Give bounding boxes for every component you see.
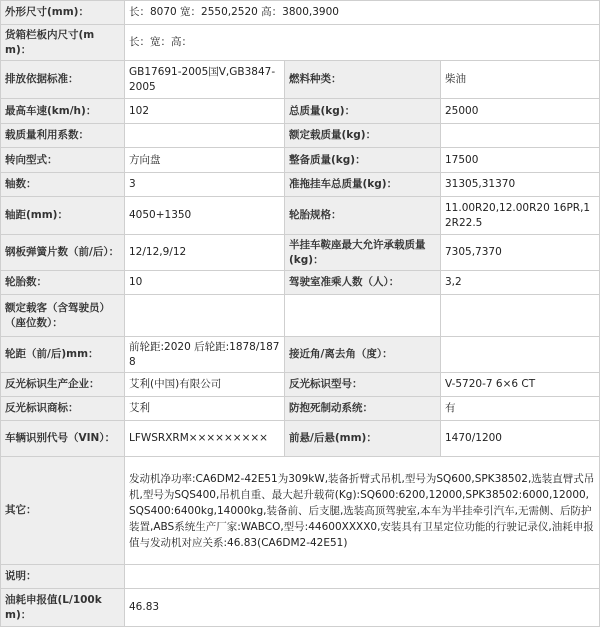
value-other: 发动机净功率:CA6DM2-42E51为309kW,装备折臂式吊机,型号为SQ600,SPK38502,选装直臂式吊机,型号为SQS400,吊机自重、最大起升载荷(Kg):SQ600:6200,12000,SPK38502:6000,12000,SQS400:6400kg,14000kg,装备前、后支腿,选装高顶驾驶室,本车为半挂牵引汽车,无需侧、后防护装置,ABS系统生产厂家:WABCO,型号:44600XXXX0,安装具有卫星定位功能的行驶记录仪,油耗申报值与发动机对应关系:46.83(CA6DM2-42E51) xyxy=(125,457,600,565)
value-vin: LFWSRXRM××××××××× xyxy=(125,421,285,457)
label-saddle-capacity: 半挂车鞍座最大允许承载质量(kg)： xyxy=(285,235,441,271)
row-track xyxy=(1,337,600,373)
label-fuel-type: 燃料种类： xyxy=(285,61,441,99)
value-wheelbase: 4050+1350 xyxy=(125,197,285,235)
label-rated-load: 额定载质量(kg)： xyxy=(285,124,441,148)
value-rated-load xyxy=(441,124,600,148)
label-leaf-springs: 钢板弹簧片数（前/后）： xyxy=(1,235,125,271)
value-overhang: 1470/1200 xyxy=(441,421,600,457)
value-dimensions: 长：8070 宽：2550,2520 高：3800,3900 xyxy=(125,1,600,25)
row-seats xyxy=(1,295,600,337)
label-cab-passengers: 驾驶室准乘人数（人）： xyxy=(285,271,441,295)
row-note xyxy=(1,565,600,589)
label-load-coefficient: 载质量利用系数： xyxy=(1,124,125,148)
label-reflector-maker: 反光标识生产企业： xyxy=(1,373,125,397)
value-total-mass: 25000 xyxy=(441,99,600,124)
value-note xyxy=(125,565,600,589)
label-total-mass: 总质量(kg)： xyxy=(285,99,441,124)
label-fuel-consumption: 油耗申报值(L/100km)： xyxy=(1,589,125,627)
label-tire-count: 轮胎数： xyxy=(1,271,125,295)
label-steering: 转向型式： xyxy=(1,148,125,173)
value-curb-mass: 17500 xyxy=(441,148,600,173)
empty-cell xyxy=(441,295,600,337)
label-approach-departure: 接近角/离去角（度）： xyxy=(285,337,441,373)
row-reflector-brand xyxy=(1,397,600,421)
value-trailer-mass: 31305,31370 xyxy=(441,173,600,197)
value-track-width: 前轮距:2020 后轮距:1878/1878 xyxy=(125,337,285,373)
value-reflector-brand: 艾利 xyxy=(125,397,285,421)
label-axle-count: 轴数： xyxy=(1,173,125,197)
value-axle-count: 3 xyxy=(125,173,285,197)
value-max-speed: 102 xyxy=(125,99,285,124)
value-cargo-box: 长：宽：高： xyxy=(125,25,600,61)
label-reflector-brand: 反光标识商标： xyxy=(1,397,125,421)
value-saddle-capacity: 7305,7370 xyxy=(441,235,600,271)
value-steering: 方向盘 xyxy=(125,148,285,173)
label-wheelbase: 轴距(mm)： xyxy=(1,197,125,235)
label-vin: 车辆识别代号（VIN）： xyxy=(1,421,125,457)
label-overhang: 前悬/后悬(mm)： xyxy=(285,421,441,457)
empty-cell xyxy=(285,295,441,337)
row-fuel-consumption xyxy=(1,589,600,627)
row-dimensions xyxy=(1,1,600,25)
label-tire-spec: 轮胎规格： xyxy=(285,197,441,235)
value-fuel-consumption: 46.83 xyxy=(125,589,600,627)
value-reflector-model: V-5720-7 6×6 CT xyxy=(441,373,600,397)
label-cargo-box: 货箱栏板内尺寸(mm)： xyxy=(1,25,125,61)
label-emission-standard: 排放依据标准： xyxy=(1,61,125,99)
value-rated-seats xyxy=(125,295,285,337)
label-other: 其它： xyxy=(1,457,125,565)
value-emission-standard: GB17691-2005国V,GB3847-2005 xyxy=(125,61,285,99)
row-steering xyxy=(1,148,600,173)
row-tires xyxy=(1,271,600,295)
label-reflector-model: 反光标识型号： xyxy=(285,373,441,397)
label-max-speed: 最高车速(km/h)： xyxy=(1,99,125,124)
label-track-width: 轮距（前/后)mm： xyxy=(1,337,125,373)
label-dimensions: 外形尺寸(mm)： xyxy=(1,1,125,25)
value-tire-spec: 11.00R20,12.00R20 16PR,12R22.5 xyxy=(441,197,600,235)
label-rated-seats: 额定载客（含驾驶员）（座位数）： xyxy=(1,295,125,337)
value-load-coefficient xyxy=(125,124,285,148)
value-approach-departure xyxy=(441,337,600,373)
value-fuel-type: 柴油 xyxy=(441,61,600,99)
row-speed xyxy=(1,99,600,124)
value-tire-count: 10 xyxy=(125,271,285,295)
label-curb-mass: 整备质量(kg)： xyxy=(285,148,441,173)
row-reflector xyxy=(1,373,600,397)
row-other xyxy=(1,457,600,565)
value-abs: 有 xyxy=(441,397,600,421)
row-load xyxy=(1,124,600,148)
row-vin xyxy=(1,421,600,457)
row-wheelbase xyxy=(1,197,600,235)
value-cab-passengers: 3,2 xyxy=(441,271,600,295)
value-reflector-maker: 艾利(中国)有限公司 xyxy=(125,373,285,397)
row-cargo-box xyxy=(1,25,600,61)
value-leaf-springs: 12/12,9/12 xyxy=(125,235,285,271)
row-springs xyxy=(1,235,600,271)
label-trailer-mass: 准拖挂车总质量(kg)： xyxy=(285,173,441,197)
row-emission xyxy=(1,61,600,99)
row-axles xyxy=(1,173,600,197)
label-abs: 防抱死制动系统： xyxy=(285,397,441,421)
label-note: 说明： xyxy=(1,565,125,589)
